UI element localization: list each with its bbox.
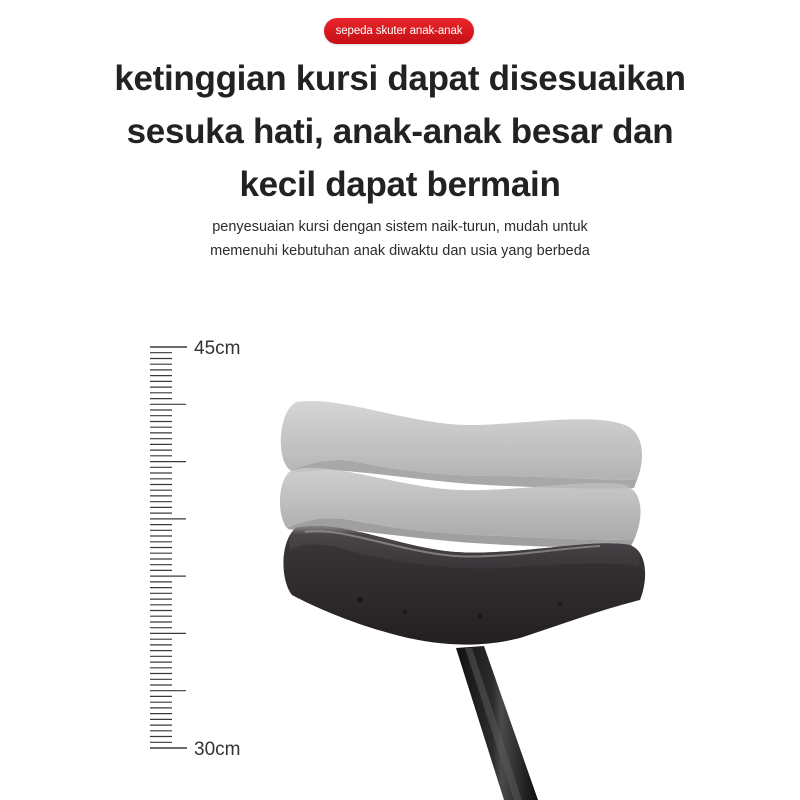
scale-top-label: 45cm (194, 338, 241, 359)
headline-line-2: sesuka hati, anak-anak besar dan (126, 112, 674, 151)
ruler-scale (150, 353, 186, 743)
headline-line-3: kecil dapat bermain (239, 165, 561, 204)
headline-line-1: ketinggian kursi dapat disesuaikan (114, 59, 686, 98)
seat-post (456, 646, 538, 800)
description-line-1: penyesuaian kursi dengan sistem naik-turun, mudah untuk (212, 219, 588, 235)
category-badge: sepeda skuter anak-anak (324, 18, 474, 44)
description-line-2: memenuhi kebutuhan anak diwaktu dan usia yang berbeda (210, 243, 590, 259)
scale-bottom-label: 30cm (194, 739, 241, 760)
